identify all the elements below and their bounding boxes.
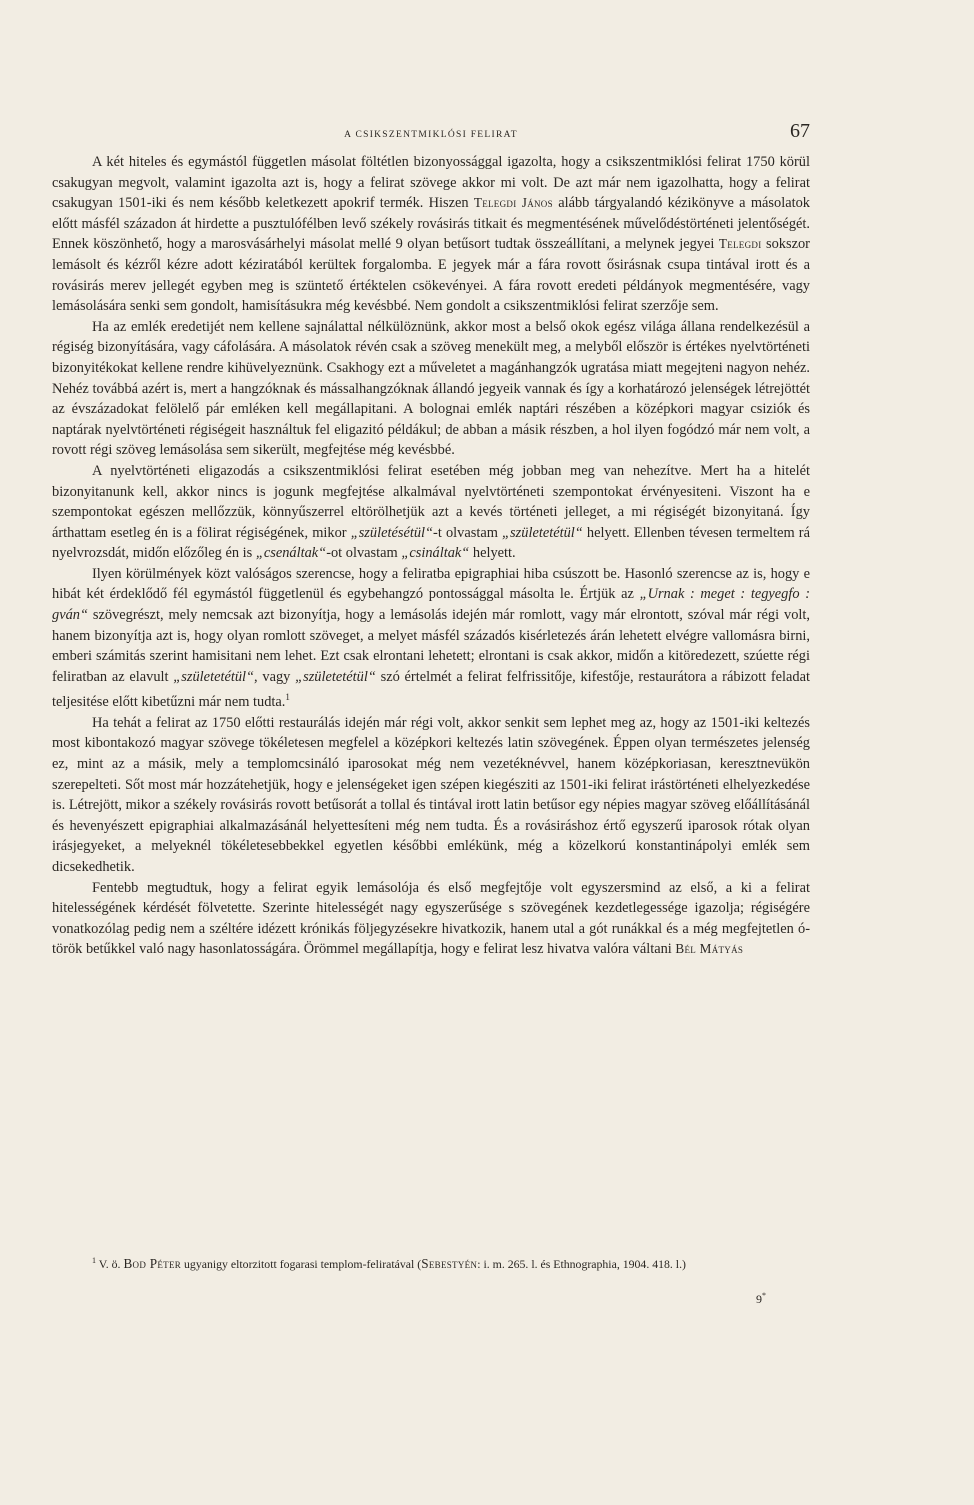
- text-run: Ilyen körülmények közt valóságos szerencse, hogy a feliratba epigraphiai hiba csúszott be. Hasonló szerencse az is, hogy e hibát két érdeklődő fél egymástól függetlenül és egybehangzó pontossággal másolta le. Értjük az: [52, 565, 810, 603]
- italic-text: „csináltak“: [401, 545, 470, 562]
- text-run: sokszor lemásolt és kézről kézre adott kéziratából kerültek forgalomba. E jegyek már a fára rovott ősirásnak csupa tintával irott és a rovásirás merev jellegét egyben meg is szüntető értéktelen csökevényei. A fára rovott eredeti példányok megmentésére, vagy lemásolására senki sem gondolt, hamisításukra még kevésbbé. Nem gondolt a csikszentmiklósi felirat szerzője sem.: [52, 236, 810, 315]
- text-run: szó értelmét a felirat felfrissitője, kifestője, restaurátora a rábizott feladat teljesitése előtt kibetűzni már nem tudta.: [52, 668, 810, 711]
- signature-mark: [756, 1292, 766, 1307]
- text-run: helyett.: [469, 545, 516, 562]
- italic-text: „Urnak : meget : tegyegfo : gván“: [52, 586, 810, 624]
- footnotes: [52, 1255, 810, 1274]
- footnote: [52, 1255, 810, 1274]
- running-title: A CSIKSZENTMIKLÓSI FELIRAT: [344, 130, 518, 140]
- signature-star: *: [762, 1291, 766, 1300]
- italic-text: „születetétül“: [295, 668, 376, 685]
- name-smallcaps: Telegdi: [718, 236, 762, 252]
- text-run: szövegrészt, mely nemcsak azt bizonyítja, hogy a lemásolás idején már romlott, vagy már elrontott, szóval már régi volt, hanem bizonyítja azt is, hogy olyan romlott szöveget, a melyet másfél századós kisérletezés árán lehetett elvégre vallomásra birni, emberi számitás szerint hamisitani nem lehet. Ezt csak elrontani lehetett; elrontani is csak akkor, midőn a kitöredezett, szúette régi feliratban az elavult: [52, 607, 810, 685]
- paragraph: [52, 878, 810, 960]
- text-run: -t olvastam: [433, 524, 503, 541]
- text-run: A nyelvtörténeti eligazodás a csikszentmiklósi felirat esetében még jobban meg van nehezítve. Mert ha a hitelét bizonyitanunk kell, akkor nincs is jogunk megfejtése alkalmával nyelvtörténeti szempontokat érvényesiteni. Viszont ha e szempontokat egészen mellőzzük, könnyűszerrel eltörölhetjük azt a kevés történeti jelleget, a mi régiségét bizonyitaná. Így árthattam esetleg én is a fölirat régiségének, mikor: [52, 462, 810, 541]
- page-header: [52, 118, 810, 146]
- signature-number: 9: [756, 1292, 762, 1306]
- italic-text: „születetétül“: [173, 668, 255, 685]
- paragraph: [52, 564, 810, 713]
- body-text: [52, 152, 810, 960]
- text-run: : i. m. 265. l. és Ethnographia, 1904. 418. l.): [477, 1257, 686, 1271]
- paragraph: [52, 317, 810, 461]
- text-run: Ha tehát a felirat az 1750 előtti restaurálás idején már régi volt, akkor senkit sem lephet meg az, hogy az 1501-iki keltezés most kibontakozó magyar szövege tökéletesen megfelel a középkori keltezés latin szövegének. Éppen olyan természetes jelenség ez, mint az a másik, mely a templomcsináló iparosokat még nem vezetéknévvel, hanem középkoriasan, keresztnevükön szerepelteti. Sőt most már hozzátehetjük, hogy e jelenségeket igen szépen kiegésziti az 1501-iki felirat irástörténeti elhelyezkedése is. Létrejött, mikor a székely rovásirás rovott betűsorát a tollal és tintával irott latin betűsor egy népies magyar szöveg előállításánál és hevenyészett epigraphiai alkalmazásánál helyettesíteni még nem tudta. És a rovásiráshoz értő egyszerű iparosok rótak olyan irásjegyeket, a melyeknél tökéletesebbekkel egyetlen későbbi emlékünk, még a közelkorú konstantinápolyi emlék sem dicsekedhetik.: [52, 714, 810, 875]
- paragraph: [52, 152, 810, 317]
- italic-text: „csenáltak“: [255, 545, 327, 562]
- text-run: alább tárgyalandó kézikönyve a másolatok előtt másfél századon át hirdette a pusztulófélben levő székely rovásirás titkait és megmentésének művelődéstörténeti jelentőségét. Ennek köszönhető, hogy a marosvásárhelyi másolat mellé 9 olyan betűsort tudtak összeállítani, a melynek jegyei: [52, 195, 810, 253]
- italic-text: „születetétül“: [502, 524, 583, 541]
- footnote-mark: 1: [92, 1256, 96, 1266]
- name-smallcaps: Bél Mátyás: [675, 941, 744, 957]
- name-smallcaps: Sebestyén: [421, 1256, 478, 1271]
- text-run: V. ö.: [98, 1257, 124, 1271]
- page-number: 67: [790, 120, 810, 142]
- text-run: Fentebb megtudtuk, hogy a felirat egyik lemásolója és első megfejtője volt egyszersmind az első, a ki a felirat hitelességének kérdését fölvetette. Szerinte hitelességét nagy egyszerűsége s szövegének kezdetlegessége igazolja; régiségére vonatkozólag pedig nem a széltére idézett krónikás följegyzésekre hivatkozik, hanem utal a gót runákkal és a még megfejtetlen ó-török betűkkel való nagy hasonlatosságára. Örömmel megállapítja, hogy e felirat lesz hivatva valóra váltani: [52, 879, 810, 958]
- text-run: ugyanigy eltorzitott fogarasi templom-feliratával (: [181, 1257, 422, 1271]
- footnote-text: [99, 1257, 686, 1271]
- italic-text: „születésétül“: [350, 524, 434, 541]
- text-run: helyett. Ellenben tévesen termeltem rá nyelvrozsdát, midőn előzőleg én is: [52, 524, 810, 562]
- text-run: -ot olvastam: [326, 545, 402, 562]
- name-smallcaps: Telegdi János: [473, 195, 553, 211]
- text-run: Ha az emlék eredetijét nem kellene sajnálattal nélkülöznünk, akkor most a belső okok egész világa állana rendelkezésül a régiség bizonyítására, vagy cáfolására. A másolatok révén csak a szöveg menekült meg, a melyből először is értékes nyelvtörténeti bizonyitékokat kellene rendre kihüvelyeznünk. Csakhogy ezt a műveletet a magánhangzók ugratása miatt megejteni nagyon nehéz. Nehéz továbbá azért is, mert a hangzóknak és mássalhangzóknak állandó jegyeik vannak és így a korhatározó jelenségek létrejöttét az évszázadokat felölelő pár emléken kell megállapitani. A bolognai emlék naptári részében a középkori magyar csiziók és naptárak nyelvtörténeti régiségeit használtuk fel eligazitó példákul; de abban a másik részben, a hol ilyen fogódzó már nem volt, a rovott régi szöveg lemásolása sem sikerült, megfejtése még kevésbbé.: [52, 318, 810, 459]
- text-run: , vagy: [254, 668, 296, 685]
- text-run: A két hiteles és egymástól független másolat föltétlen bizonyossággal igazolta, hogy a csikszentmiklósi felirat 1750 körül csakugyan megvolt, valamint igazolta azt is, hogy a felirat szövege akkor mi volt. De azt már nem igazolhatta, hogy a felirat csakugyan 1501-iki és nem később keletkezett apokrif termék. Hiszen: [52, 154, 810, 212]
- paragraph: [52, 461, 810, 564]
- name-smallcaps: Bod Péter: [123, 1256, 182, 1271]
- paragraph: [52, 713, 810, 878]
- footnote-ref: 1: [285, 692, 290, 703]
